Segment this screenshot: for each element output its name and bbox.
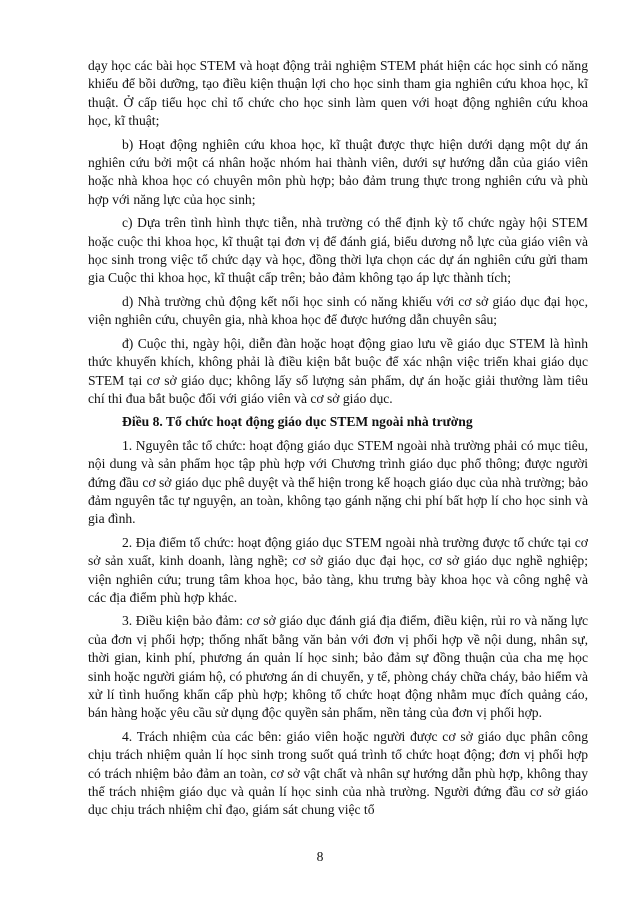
paragraph-item-dd: đ) Cuộc thi, ngày hội, diễn đàn hoặc hoạt động giao lưu về giáo dục STEM là hình thức khuyến khích, không phải là điều kiện bắt buộc để xác nhận việc triển khai giáo dục STEM tại cơ sở giáo dục; không lấy số lượng sản phẩm, dự án hoặc giải thưởng làm tiêu chí thi đua bắt buộc đối với giáo viên và cơ sở giáo dục. — [88, 335, 588, 406]
paragraph-item-b: b) Hoạt động nghiên cứu khoa học, kĩ thuật được thực hiện dưới dạng một dự án nghiên cứu bởi một cá nhân hoặc nhóm hai thành viên, dưới sự hướng dẫn của giáo viên hoặc nhà khoa học có chuyên môn phù hợp; bảo đảm trung thực trong nghiên cứu và phù hợp với năng lực của học sinh; — [88, 136, 588, 207]
paragraph-clause-1: 1. Nguyên tắc tổ chức: hoạt động giáo dục STEM ngoài nhà trường phải có mục tiêu, nội dung và sản phẩm học tập phù hợp với Chương trình giáo dục phổ thông; được người đứng đầu cơ sở giáo dục phê duyệt và thể hiện trong kế hoạch giáo dục của nhà trường; bảo đảm nguyên tắc tự nguyện, an toàn, không tạo gánh nặng chi phí bất hợp lí cho học sinh và gia đình. — [88, 437, 588, 527]
paragraph-clause-4: 4. Trách nhiệm của các bên: giáo viên hoặc người được cơ sở giáo dục phân công chịu trách nhiệm quản lí học sinh trong suốt quá trình tổ chức hoạt động; đơn vị phối hợp có trách nhiệm bảo đảm an toàn, cơ sở vật chất và nhân sự hướng dẫn phù hợp, không thay thế trách nhiệm giáo dục và quản lí học sinh của nhà trường. Người đứng đầu cơ sở giáo dục chịu trách nhiệm chỉ đạo, giám sát chung việc tổ — [88, 728, 588, 818]
paragraph-clause-3: 3. Điều kiện bảo đảm: cơ sở giáo dục đánh giá địa điểm, điều kiện, rủi ro và năng lực của đơn vị phối hợp; thống nhất bằng văn bản với đơn vị phối hợp về nội dung, nhân sự, thời gian, kinh phí, phương án quản lí học sinh; bảo đảm sự đồng thuận của cha mẹ học sinh hoặc người giám hộ, có phương án di chuyển, y tế, phòng cháy chữa cháy, bảo hiểm và xử lí tình huống khẩn cấp phù hợp; không tổ chức hoạt động nhằm mục đích quảng cáo, bán hàng hoặc yêu cầu sử dụng độc quyền sản phẩm, nền tảng của đơn vị phối hợp. — [88, 613, 588, 721]
paragraph-item-d: d) Nhà trường chủ động kết nối học sinh có năng khiếu với cơ sở giáo dục đại học, viện nghiên cứu, chuyên gia, nhà khoa học để được hướng dẫn chuyên sâu; — [88, 293, 588, 328]
paragraph-continuation: dạy học các bài học STEM và hoạt động trải nghiệm STEM phát hiện các học sinh có năng khiếu để bồi dưỡng, tạo điều kiện thuận lợi cho học sinh tham gia nghiên cứu khoa học, kĩ thuật. Ở cấp tiểu học chỉ tổ chức cho học sinh làm quen với hoạt động nghiên cứu khoa học, kĩ thuật; — [88, 58, 588, 129]
article-8-heading: Điều 8. Tổ chức hoạt động giáo dục STEM ngoài nhà trường — [122, 414, 473, 430]
paragraph-item-c: c) Dựa trên tình hình thực tiễn, nhà trường có thể định kỳ tổ chức ngày hội STEM hoặc cuộc thi khoa học, kĩ thuật tại đơn vị để đánh giá, biểu dương nỗ lực của giáo viên và học sinh trong việc tổ chức dạy và học, đồng thời lựa chọn các dự án nghiên cứu gửi tham gia Cuộc thi khoa học, kĩ thuật cấp trên; bảo đảm không tạo áp lực thành tích; — [88, 215, 588, 286]
page-number: 8 — [316, 849, 324, 864]
paragraph-clause-2: 2. Địa điểm tổ chức: hoạt động giáo dục STEM ngoài nhà trường được tổ chức tại cơ sở sản xuất, kinh doanh, làng nghề; cơ sở giáo dục đại học, cơ sở giáo dục nghề nghiệp; viện nghiên cứu; trung tâm khoa học, bảo tàng, khu trưng bày khoa học và công nghệ và các địa điểm phù hợp khác. — [88, 534, 588, 605]
